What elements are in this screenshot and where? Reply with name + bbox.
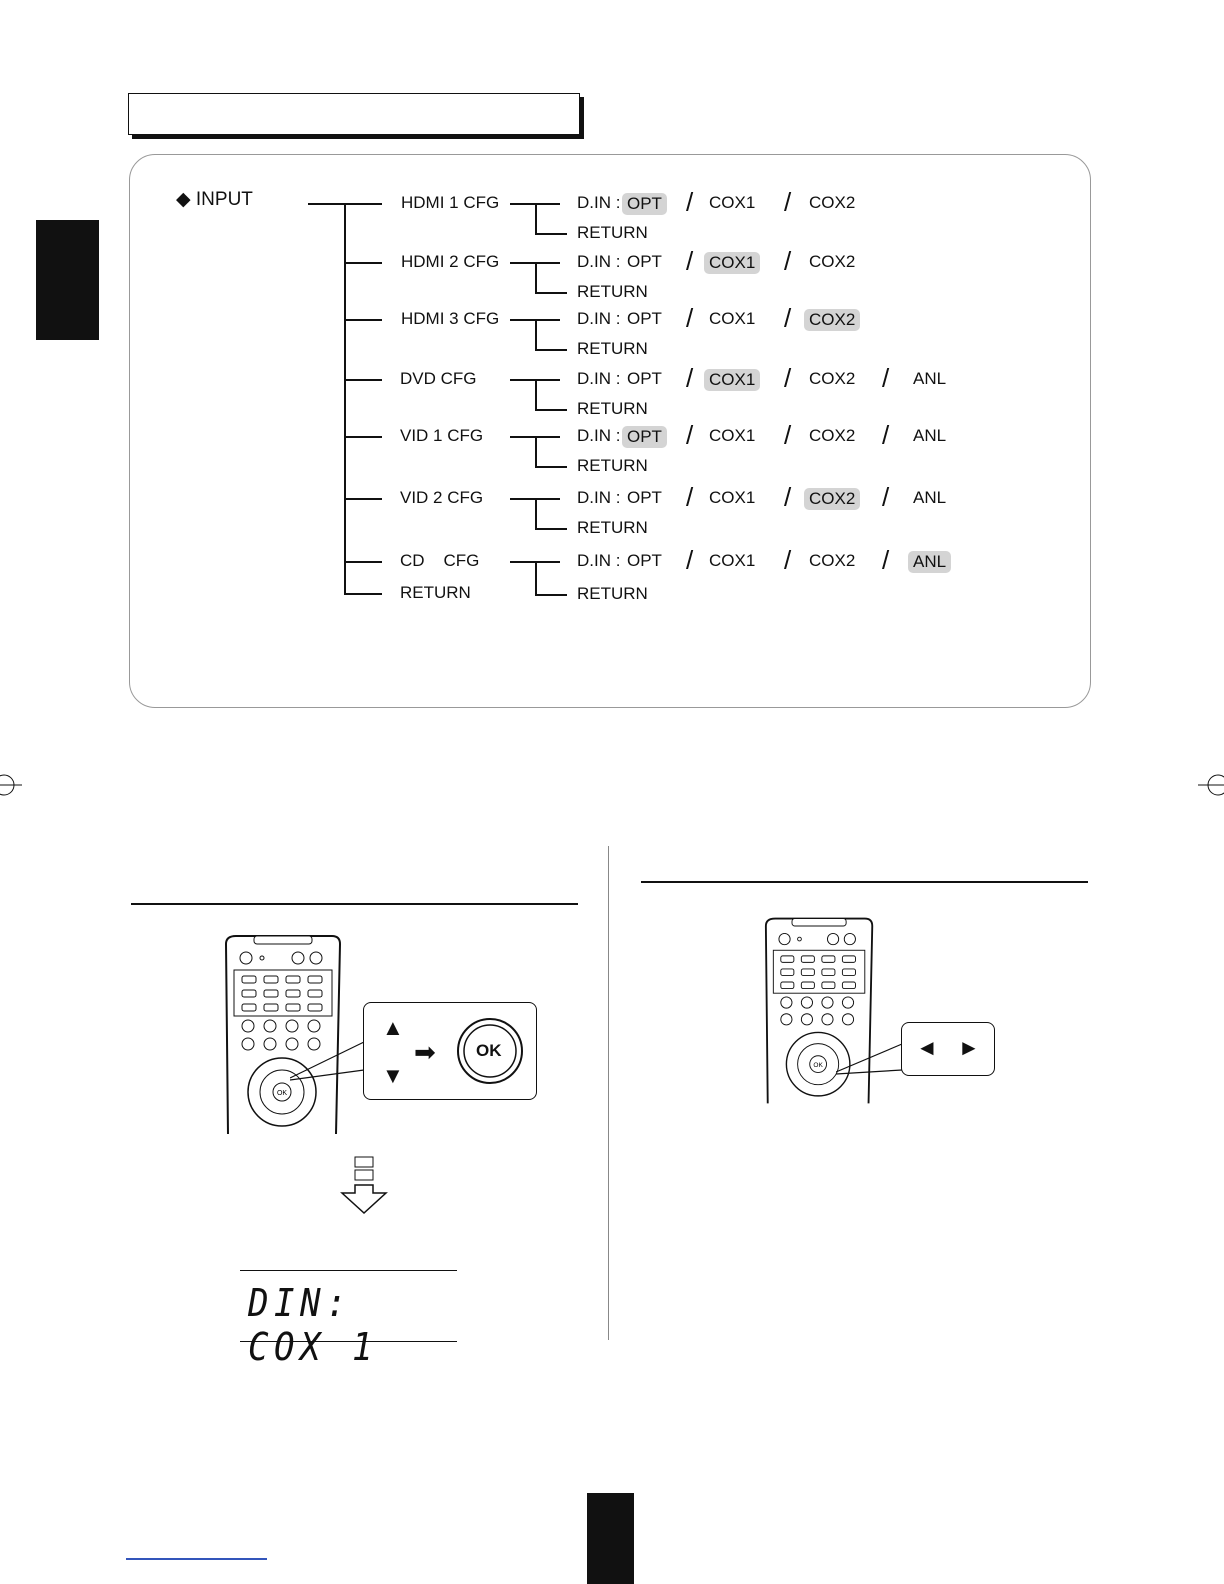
svg-text:OK: OK [813, 1061, 823, 1069]
option-separator: / [784, 246, 792, 276]
option-separator: / [784, 545, 792, 575]
input-root [176, 190, 253, 210]
din-option-selected[interactable]: COX2 [804, 488, 860, 510]
sub-return-item[interactable]: RETURN [577, 584, 648, 603]
din-label: D.IN : [577, 193, 621, 212]
menu-cfg-item[interactable]: HDMI 2 CFG [401, 252, 500, 271]
din-option-selected[interactable]: OPT [622, 426, 667, 448]
crop-mark-right [1196, 760, 1224, 810]
din-option-opt[interactable]: OPT [627, 488, 662, 507]
option-separator: / [784, 187, 792, 217]
sub-return-item[interactable]: RETURN [577, 282, 648, 301]
option-separator: / [784, 482, 792, 512]
sub-branch [535, 528, 567, 530]
din-option-opt[interactable]: OPT [627, 252, 662, 271]
din-option-cox2[interactable]: COX2 [809, 426, 856, 445]
lcd-display [240, 1270, 457, 1369]
sub-return-item[interactable]: RETURN [577, 456, 648, 475]
sub-return-item[interactable]: RETURN [577, 339, 648, 358]
din-option-cox1[interactable]: COX1 [709, 426, 756, 445]
remote-control-right [764, 910, 876, 1110]
sub-trunk [535, 436, 537, 466]
sub-return-item[interactable]: RETURN [577, 518, 648, 537]
nav-callout-box [363, 1002, 537, 1100]
up-arrow-icon: ▲ [382, 1015, 404, 1040]
din-option-selected[interactable]: ANL [908, 551, 951, 573]
din-option-cox2[interactable]: COX2 [809, 369, 856, 388]
down-arrow-icon: ▼ [382, 1063, 404, 1088]
din-option-selected[interactable]: OPT [622, 193, 667, 215]
din-option-anl[interactable]: ANL [913, 488, 947, 507]
sub-branch [535, 292, 567, 294]
sub-trunk [535, 561, 537, 594]
tree-branch [344, 436, 382, 438]
din-option-cox1[interactable]: COX1 [709, 309, 756, 328]
menu-cfg-item[interactable]: VID 1 CFG [400, 426, 484, 445]
sub-branch [535, 466, 567, 468]
option-separator: / [784, 420, 792, 450]
left-arrow-icon: ◄ [916, 1035, 938, 1060]
option-separator: / [686, 246, 694, 276]
din-option-cox2[interactable]: COX2 [809, 551, 856, 570]
option-separator: / [686, 303, 694, 333]
menu-cfg-item[interactable]: HDMI 3 CFG [401, 309, 500, 328]
din-option-cox1[interactable]: COX1 [709, 551, 756, 570]
callout-pointer [290, 1040, 370, 1100]
sub-branch [535, 349, 567, 351]
tree-branch [344, 561, 382, 563]
callout-pointer-right [836, 1040, 906, 1080]
din-label: D.IN : [577, 252, 621, 271]
option-separator: / [686, 187, 694, 217]
din-label: D.IN : [577, 551, 621, 570]
remote-control-left [224, 934, 344, 1134]
option-separator: / [882, 482, 890, 512]
din-option-cox2[interactable]: COX2 [809, 252, 856, 271]
tree-branch [344, 319, 382, 321]
din-option-opt[interactable]: OPT [627, 309, 662, 328]
din-label: D.IN : [577, 309, 621, 328]
menu-cfg-item[interactable]: VID 2 CFG [400, 488, 484, 507]
footer-link[interactable] [126, 1558, 267, 1560]
column-divider [608, 846, 609, 1340]
left-right-callout-box [901, 1022, 995, 1076]
right-arrow-icon: ► [958, 1035, 980, 1060]
section-title-box [128, 93, 580, 135]
din-option-opt[interactable]: OPT [627, 551, 662, 570]
din-option-opt[interactable]: OPT [627, 369, 662, 388]
down-flow-arrow-icon [340, 1155, 390, 1217]
left-section-rule [131, 903, 578, 905]
sub-trunk [535, 319, 537, 349]
option-separator: / [784, 363, 792, 393]
sub-trunk [535, 262, 537, 292]
option-separator: / [686, 363, 694, 393]
sub-branch [535, 594, 567, 596]
din-option-selected[interactable]: COX2 [804, 309, 860, 331]
menu-cfg-item[interactable]: CD CFG [400, 551, 480, 570]
din-option-cox2[interactable]: COX2 [809, 193, 856, 212]
option-separator: / [686, 545, 694, 575]
option-separator: / [686, 420, 694, 450]
tree-branch [344, 379, 382, 381]
input-root-label: INPUT [195, 189, 253, 210]
sub-return-item[interactable]: RETURN [577, 223, 648, 242]
lcd-text: DIN: COX 1 [248, 1281, 378, 1369]
sub-trunk [535, 379, 537, 409]
tree-branch [344, 203, 382, 205]
menu-cfg-item[interactable]: HDMI 1 CFG [401, 193, 500, 212]
option-separator: / [686, 482, 694, 512]
din-label: D.IN : [577, 369, 621, 388]
option-separator: / [784, 303, 792, 333]
din-label: D.IN : [577, 426, 621, 445]
tree-branch [344, 593, 382, 595]
diamond-icon: ◆ [176, 189, 191, 210]
din-option-anl[interactable]: ANL [913, 426, 947, 445]
svg-text:OK: OK [276, 1090, 288, 1097]
sub-branch [535, 409, 567, 411]
option-separator: / [882, 363, 890, 393]
sub-trunk [535, 498, 537, 528]
right-arrow-icon: ➡ [414, 1037, 436, 1067]
menu-cfg-item[interactable]: DVD CFG [400, 369, 477, 388]
din-option-anl[interactable]: ANL [913, 369, 947, 388]
crop-mark-left [0, 760, 24, 810]
sub-return-item[interactable]: RETURN [577, 399, 648, 418]
ok-label: OK [476, 1041, 502, 1060]
option-separator: / [882, 545, 890, 575]
sub-trunk [535, 203, 537, 233]
din-option-selected[interactable]: COX1 [704, 252, 760, 274]
page-number-block [587, 1493, 634, 1584]
din-label: D.IN : [577, 488, 621, 507]
din-option-selected[interactable]: COX1 [704, 369, 760, 391]
tree-connector [308, 203, 344, 205]
din-option-cox1[interactable]: COX1 [709, 193, 756, 212]
sub-branch [535, 233, 567, 235]
option-separator: / [882, 420, 890, 450]
tree-branch [344, 498, 382, 500]
menu-return-item[interactable]: RETURN [400, 583, 471, 602]
right-section-rule [641, 881, 1088, 883]
chapter-tab [36, 220, 99, 340]
tree-branch [344, 262, 382, 264]
din-option-cox1[interactable]: COX1 [709, 488, 756, 507]
